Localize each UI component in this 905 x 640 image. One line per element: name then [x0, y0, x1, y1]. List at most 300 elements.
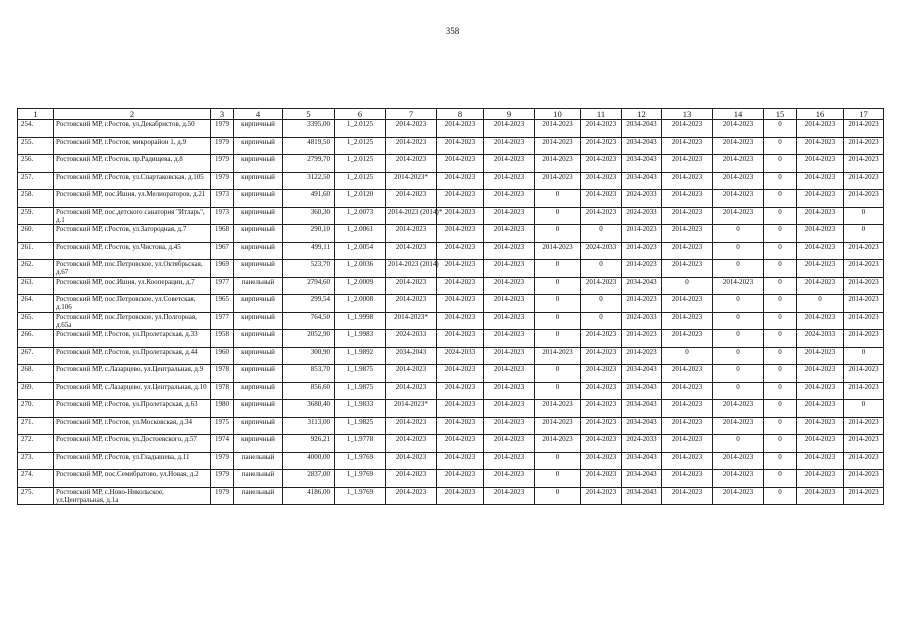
priority-index-cell: 1_1.9769 — [335, 487, 386, 505]
priority-index-cell: 1_2.0073 — [335, 207, 386, 225]
table-row — [18, 382, 884, 400]
period-col-10-cell: 0 — [535, 312, 581, 330]
period-col-16-cell: 2014-2023 — [797, 155, 844, 173]
page-number: 358 — [445, 26, 460, 36]
period-col-13-cell: 2014-2023 — [662, 330, 713, 348]
period-col-8-cell: 2014-2023 — [437, 295, 484, 313]
period-col-17-cell: 2014-2023 — [844, 155, 884, 173]
row-index-cell: 258. — [18, 190, 54, 208]
area-cell: 764,50 — [283, 312, 335, 330]
period-col-17-cell: 0 — [844, 207, 884, 225]
period-col-14-cell: 0 — [713, 225, 764, 243]
housing-table-container — [17, 108, 883, 505]
period-col-15-cell: 0 — [764, 172, 797, 190]
row-index-cell: 260. — [18, 225, 54, 243]
period-col-14-cell: 2014-2023 — [713, 190, 764, 208]
period-col-14-cell: 0 — [713, 242, 764, 260]
period-col-9-cell: 2014-2023 — [484, 312, 535, 330]
column-header-7: 7 — [386, 109, 437, 120]
row-index-cell: 268. — [18, 365, 54, 383]
column-header-11: 11 — [581, 109, 622, 120]
area-cell: 299,54 — [283, 295, 335, 313]
year-built-cell: 1973 — [211, 207, 234, 225]
period-col-13-cell: 2014-2023 — [662, 207, 713, 225]
row-index-cell: 274. — [18, 470, 54, 488]
period-col-14-cell: 0 — [713, 435, 764, 453]
area-cell: 856,60 — [283, 382, 335, 400]
table-row — [18, 225, 884, 243]
period-col-15-cell: 0 — [764, 155, 797, 173]
column-header-16: 16 — [797, 109, 844, 120]
period-col-13-cell: 2014-2023 — [662, 435, 713, 453]
period-col-9-cell: 2014-2023 — [484, 487, 535, 505]
period-col-17-cell: 2014-2023 — [844, 452, 884, 470]
priority-index-cell: 1_2.0120 — [335, 190, 386, 208]
wall-material-cell: кирпичный — [234, 365, 283, 383]
priority-index-cell: 1_2.0125 — [335, 120, 386, 138]
area-cell: 2052,90 — [283, 330, 335, 348]
period-col-8-cell: 2014-2023 — [437, 470, 484, 488]
period-col-10-cell: 2014-2023 — [535, 172, 581, 190]
period-col-14-cell: 2014-2023 — [713, 120, 764, 138]
period-col-10-cell: 2014-2023 — [535, 155, 581, 173]
year-built-cell: 1978 — [211, 382, 234, 400]
area-cell: 2794,60 — [283, 277, 335, 295]
period-col-7-cell: 2034-2043 — [386, 347, 437, 365]
period-col-11-cell: 2014-2023 — [581, 435, 622, 453]
period-col-16-cell: 2014-2023 — [797, 347, 844, 365]
period-col-14-cell: 2014-2023 — [713, 452, 764, 470]
period-col-15-cell: 0 — [764, 417, 797, 435]
period-col-7-cell: 2014-2023 — [386, 242, 437, 260]
period-col-13-cell: 2014-2023 — [662, 417, 713, 435]
priority-index-cell: 1_2.0125 — [335, 172, 386, 190]
area-cell: 4000,00 — [283, 452, 335, 470]
period-col-15-cell: 0 — [764, 190, 797, 208]
period-col-14-cell: 2014-2023 — [713, 487, 764, 505]
period-col-13-cell: 2014-2023 — [662, 382, 713, 400]
row-index-cell: 266. — [18, 330, 54, 348]
year-built-cell: 1968 — [211, 225, 234, 243]
area-cell: 491,60 — [283, 190, 335, 208]
period-col-13-cell: 0 — [662, 277, 713, 295]
period-col-13-cell: 2014-2023 — [662, 137, 713, 155]
address-cell: Ростовский МР, г.Ростов, ул.Декабристов, д.50 — [54, 120, 211, 138]
area-cell: 523,70 — [283, 260, 335, 278]
period-col-16-cell: 2014-2023 — [797, 260, 844, 278]
priority-index-cell: 1_2.0125 — [335, 137, 386, 155]
period-col-8-cell: 2014-2023 — [437, 330, 484, 348]
period-col-10-cell: 0 — [535, 277, 581, 295]
period-col-13-cell: 2014-2023 — [662, 295, 713, 313]
period-col-10-cell: 2014-2023 — [535, 400, 581, 418]
year-built-cell: 1979 — [211, 120, 234, 138]
priority-index-cell: 1_2.0008 — [335, 295, 386, 313]
area-cell: 3680,40 — [283, 400, 335, 418]
period-col-12-cell: 2034-2043 — [622, 470, 662, 488]
year-built-cell: 1969 — [211, 260, 234, 278]
address-cell: Ростовский МР, г.Ростов, ул.Пролетарская, д.63 — [54, 400, 211, 418]
wall-material-cell: кирпичный — [234, 260, 283, 278]
row-index-cell: 262. — [18, 260, 54, 278]
period-col-10-cell: 0 — [535, 295, 581, 313]
period-col-10-cell: 2014-2023 — [535, 347, 581, 365]
period-col-7-cell: 2014-2023 (2014) — [386, 260, 437, 278]
priority-index-cell: 1_1.9833 — [335, 400, 386, 418]
address-cell: Ростовский МР, г.Ростов, ул.Гладышева, д.11 — [54, 452, 211, 470]
period-col-13-cell: 0 — [662, 347, 713, 365]
address-cell: Ростовский МР, г.Ростов, ул.Спартаковская, д.105 — [54, 172, 211, 190]
wall-material-cell: панельный — [234, 470, 283, 488]
period-col-15-cell: 0 — [764, 330, 797, 348]
period-col-11-cell: 2024-2033 — [581, 242, 622, 260]
period-col-11-cell: 0 — [581, 312, 622, 330]
period-col-14-cell: 2014-2023 — [713, 470, 764, 488]
period-col-10-cell: 2014-2023 — [535, 435, 581, 453]
period-col-9-cell: 2014-2023 — [484, 277, 535, 295]
period-col-9-cell: 2014-2023 — [484, 242, 535, 260]
period-col-7-cell: 2014-2023 — [386, 137, 437, 155]
row-index-cell: 256. — [18, 155, 54, 173]
period-col-9-cell: 2014-2023 — [484, 260, 535, 278]
period-col-17-cell: 2014-2023 — [844, 172, 884, 190]
period-col-10-cell: 0 — [535, 470, 581, 488]
period-col-15-cell: 0 — [764, 242, 797, 260]
address-cell: Ростовский МР, г.Ростов, ул.Московская, д.34 — [54, 417, 211, 435]
period-col-10-cell: 0 — [535, 330, 581, 348]
area-cell: 853,70 — [283, 365, 335, 383]
period-col-13-cell: 2014-2023 — [662, 365, 713, 383]
period-col-7-cell: 2014-2023* — [386, 400, 437, 418]
row-index-cell: 263. — [18, 277, 54, 295]
period-col-7-cell: 2014-2023 — [386, 225, 437, 243]
period-col-9-cell: 2014-2023 — [484, 330, 535, 348]
period-col-17-cell: 2014-2023 — [844, 242, 884, 260]
period-col-12-cell: 2014-2023 — [622, 347, 662, 365]
wall-material-cell: кирпичный — [234, 242, 283, 260]
period-col-12-cell: 2034-2043 — [622, 417, 662, 435]
period-col-17-cell: 2014-2023 — [844, 365, 884, 383]
period-col-8-cell: 2014-2023 — [437, 365, 484, 383]
period-col-16-cell: 2024-2033 — [797, 330, 844, 348]
period-col-9-cell: 2014-2023 — [484, 400, 535, 418]
period-col-17-cell: 2014-2023 — [844, 260, 884, 278]
period-col-15-cell: 0 — [764, 260, 797, 278]
row-index-cell: 254. — [18, 120, 54, 138]
period-col-9-cell: 2014-2023 — [484, 120, 535, 138]
year-built-cell: 1974 — [211, 435, 234, 453]
period-col-17-cell: 0 — [844, 400, 884, 418]
period-col-11-cell: 2014-2023 — [581, 155, 622, 173]
address-cell: Ростовский МР, пос.Ишня, ул.Мелиораторов, д.21 — [54, 190, 211, 208]
column-header-10: 10 — [535, 109, 581, 120]
wall-material-cell: кирпичный — [234, 225, 283, 243]
table-body — [18, 120, 884, 505]
column-header-6: 6 — [335, 109, 386, 120]
wall-material-cell: кирпичный — [234, 330, 283, 348]
column-header-5: 5 — [283, 109, 335, 120]
period-col-10-cell: 2014-2023 — [535, 137, 581, 155]
period-col-9-cell: 2014-2023 — [484, 207, 535, 225]
area-cell: 4186,00 — [283, 487, 335, 505]
row-index-cell: 270. — [18, 400, 54, 418]
period-col-7-cell: 2014-2023 — [386, 155, 437, 173]
period-col-8-cell: 2014-2023 — [437, 260, 484, 278]
area-cell: 2837,00 — [283, 470, 335, 488]
year-built-cell: 1979 — [211, 155, 234, 173]
priority-index-cell: 1_1.9778 — [335, 435, 386, 453]
period-col-11-cell: 2014-2023 — [581, 207, 622, 225]
period-col-8-cell: 2014-2023 — [437, 225, 484, 243]
period-col-15-cell: 0 — [764, 365, 797, 383]
period-col-12-cell: 2034-2043 — [622, 365, 662, 383]
area-cell: 2799,70 — [283, 155, 335, 173]
period-col-16-cell: 2014-2023 — [797, 207, 844, 225]
address-cell: Ростовский МР, с.Ново-Никольское, ул.Центральная, д.1а — [54, 487, 211, 505]
period-col-13-cell: 2014-2023 — [662, 470, 713, 488]
priority-index-cell: 1_1.9825 — [335, 417, 386, 435]
period-col-7-cell: 2024-2033 — [386, 330, 437, 348]
area-cell: 360,30 — [283, 207, 335, 225]
period-col-8-cell: 2014-2023 — [437, 435, 484, 453]
period-col-12-cell: 2014-2023 — [622, 295, 662, 313]
period-col-8-cell: 2014-2023 — [437, 207, 484, 225]
wall-material-cell: кирпичный — [234, 137, 283, 155]
period-col-14-cell: 0 — [713, 312, 764, 330]
housing-table — [17, 108, 884, 505]
address-cell: Ростовский МР, г.Ростов, микрорайон 1, д.9 — [54, 137, 211, 155]
address-cell: Ростовский МР, пос.Петровское, ул.Полгорная, д.65а — [54, 312, 211, 330]
table-row — [18, 137, 884, 155]
period-col-9-cell: 2014-2023 — [484, 225, 535, 243]
period-col-15-cell: 0 — [764, 207, 797, 225]
table-row — [18, 400, 884, 418]
period-col-14-cell: 0 — [713, 365, 764, 383]
period-col-12-cell: 2024-2033 — [622, 207, 662, 225]
period-col-14-cell: 2014-2023 — [713, 155, 764, 173]
period-col-8-cell: 2024-2033 — [437, 347, 484, 365]
address-cell: Ростовский МР, пос.Ишня, ул.Кооперации, д.7 — [54, 277, 211, 295]
period-col-10-cell: 2014-2023 — [535, 242, 581, 260]
period-col-9-cell: 2014-2023 — [484, 417, 535, 435]
period-col-16-cell: 2014-2023 — [797, 172, 844, 190]
period-col-11-cell: 2014-2023 — [581, 417, 622, 435]
period-col-7-cell: 2014-2023 — [386, 295, 437, 313]
period-col-12-cell: 2014-2023 — [622, 242, 662, 260]
period-col-14-cell: 0 — [713, 260, 764, 278]
period-col-15-cell: 0 — [764, 382, 797, 400]
period-col-16-cell: 2014-2023 — [797, 120, 844, 138]
column-header-1: 1 — [18, 109, 54, 120]
period-col-11-cell: 2014-2023 — [581, 452, 622, 470]
address-cell: Ростовский МР, г.Ростов, ул.Чистова, д.45 — [54, 242, 211, 260]
period-col-16-cell: 2014-2023 — [797, 435, 844, 453]
area-cell: 926,21 — [283, 435, 335, 453]
period-col-10-cell: 2014-2023 — [535, 120, 581, 138]
period-col-14-cell: 2014-2023 — [713, 400, 764, 418]
period-col-7-cell: 2014-2023 — [386, 452, 437, 470]
period-col-15-cell: 0 — [764, 225, 797, 243]
period-col-15-cell: 0 — [764, 277, 797, 295]
wall-material-cell: кирпичный — [234, 190, 283, 208]
period-col-17-cell: 2014-2023 — [844, 487, 884, 505]
wall-material-cell: панельный — [234, 277, 283, 295]
year-built-cell: 1960 — [211, 347, 234, 365]
period-col-7-cell: 2014-2023 (2014)* — [386, 207, 437, 225]
period-col-17-cell: 2014-2023 — [844, 277, 884, 295]
table-row — [18, 452, 884, 470]
table-row — [18, 312, 884, 330]
wall-material-cell: кирпичный — [234, 120, 283, 138]
period-col-12-cell: 2034-2043 — [622, 137, 662, 155]
period-col-8-cell: 2014-2023 — [437, 487, 484, 505]
priority-index-cell: 1_1.9875 — [335, 365, 386, 383]
column-header-3: 3 — [211, 109, 234, 120]
year-built-cell: 1979 — [211, 487, 234, 505]
priority-index-cell: 1_1.9875 — [335, 382, 386, 400]
address-cell: Ростовский МР, пос.Петровское, ул.Октябрьская, д.67 — [54, 260, 211, 278]
period-col-15-cell: 0 — [764, 347, 797, 365]
area-cell: 4819,50 — [283, 137, 335, 155]
row-index-cell: 272. — [18, 435, 54, 453]
row-index-cell: 265. — [18, 312, 54, 330]
priority-index-cell: 1_2.0125 — [335, 155, 386, 173]
period-col-7-cell: 2014-2023* — [386, 172, 437, 190]
address-cell: Ростовский МР, г.Ростов, ул.Загородная, д.7 — [54, 225, 211, 243]
period-col-13-cell: 2014-2023 — [662, 190, 713, 208]
wall-material-cell: кирпичный — [234, 312, 283, 330]
period-col-8-cell: 2014-2023 — [437, 277, 484, 295]
priority-index-cell: 1_1.9769 — [335, 470, 386, 488]
period-col-13-cell: 2014-2023 — [662, 260, 713, 278]
table-row — [18, 295, 884, 313]
year-built-cell: 1979 — [211, 172, 234, 190]
period-col-16-cell: 2014-2023 — [797, 312, 844, 330]
period-col-8-cell: 2014-2023 — [437, 172, 484, 190]
year-built-cell: 1979 — [211, 452, 234, 470]
wall-material-cell: кирпичный — [234, 155, 283, 173]
period-col-8-cell: 2014-2023 — [437, 190, 484, 208]
row-index-cell: 259. — [18, 207, 54, 225]
period-col-8-cell: 2014-2023 — [437, 400, 484, 418]
period-col-11-cell: 2014-2023 — [581, 172, 622, 190]
period-col-11-cell: 2014-2023 — [581, 400, 622, 418]
period-col-8-cell: 2014-2023 — [437, 242, 484, 260]
period-col-17-cell: 0 — [844, 347, 884, 365]
period-col-11-cell: 2014-2023 — [581, 347, 622, 365]
header-row — [18, 109, 884, 120]
address-cell: Ростовский МР, г.Ростов, ул.Пролетарская, д.44 — [54, 347, 211, 365]
period-col-9-cell: 2014-2023 — [484, 452, 535, 470]
period-col-17-cell: 2014-2023 — [844, 190, 884, 208]
period-col-17-cell: 2014-2023 — [844, 435, 884, 453]
wall-material-cell: кирпичный — [234, 295, 283, 313]
table-row — [18, 120, 884, 138]
period-col-9-cell: 2014-2023 — [484, 172, 535, 190]
period-col-7-cell: 2014-2023 — [386, 487, 437, 505]
period-col-17-cell: 2014-2023 — [844, 470, 884, 488]
table-row — [18, 260, 884, 278]
period-col-7-cell: 2014-2023 — [386, 277, 437, 295]
period-col-16-cell: 2014-2023 — [797, 365, 844, 383]
column-header-8: 8 — [437, 109, 484, 120]
wall-material-cell: панельный — [234, 452, 283, 470]
period-col-15-cell: 0 — [764, 452, 797, 470]
table-header — [18, 109, 884, 120]
period-col-16-cell: 2014-2023 — [797, 417, 844, 435]
table-row — [18, 487, 884, 505]
period-col-16-cell: 2014-2023 — [797, 452, 844, 470]
priority-index-cell: 1_1.9983 — [335, 330, 386, 348]
period-col-11-cell: 0 — [581, 260, 622, 278]
period-col-12-cell: 2034-2043 — [622, 155, 662, 173]
area-cell: 3113,00 — [283, 417, 335, 435]
row-index-cell: 255. — [18, 137, 54, 155]
table-row — [18, 347, 884, 365]
period-col-14-cell: 2014-2023 — [713, 417, 764, 435]
period-col-17-cell: 2014-2023 — [844, 137, 884, 155]
period-col-7-cell: 2014-2023 — [386, 470, 437, 488]
column-header-9: 9 — [484, 109, 535, 120]
period-col-13-cell: 2014-2023 — [662, 120, 713, 138]
period-col-17-cell: 2014-2023 — [844, 312, 884, 330]
period-col-10-cell: 0 — [535, 207, 581, 225]
address-cell: Ростовский МР, г.Ростов, пр.Радищева, д.8 — [54, 155, 211, 173]
table-row — [18, 417, 884, 435]
period-col-9-cell: 2014-2023 — [484, 382, 535, 400]
period-col-8-cell: 2014-2023 — [437, 312, 484, 330]
period-col-15-cell: 0 — [764, 470, 797, 488]
priority-index-cell: 1_2.0009 — [335, 277, 386, 295]
column-header-17: 17 — [844, 109, 884, 120]
area-cell: 3122,50 — [283, 172, 335, 190]
period-col-16-cell: 0 — [797, 295, 844, 313]
year-built-cell: 1975 — [211, 417, 234, 435]
area-cell: 290,10 — [283, 225, 335, 243]
period-col-16-cell: 2014-2023 — [797, 137, 844, 155]
period-col-11-cell: 2014-2023 — [581, 365, 622, 383]
row-index-cell: 271. — [18, 417, 54, 435]
period-col-14-cell: 0 — [713, 382, 764, 400]
wall-material-cell: кирпичный — [234, 382, 283, 400]
column-header-13: 13 — [662, 109, 713, 120]
period-col-17-cell: 0 — [844, 225, 884, 243]
period-col-9-cell: 2014-2023 — [484, 347, 535, 365]
period-col-12-cell: 2034-2043 — [622, 277, 662, 295]
period-col-16-cell: 2014-2023 — [797, 487, 844, 505]
period-col-12-cell: 2024-2033 — [622, 435, 662, 453]
column-header-4: 4 — [234, 109, 283, 120]
period-col-13-cell: 2014-2023 — [662, 312, 713, 330]
period-col-11-cell: 2014-2023 — [581, 470, 622, 488]
row-index-cell: 261. — [18, 242, 54, 260]
period-col-15-cell: 0 — [764, 312, 797, 330]
year-built-cell: 1965 — [211, 295, 234, 313]
period-col-14-cell: 0 — [713, 347, 764, 365]
period-col-12-cell: 2014-2023 — [622, 260, 662, 278]
period-col-7-cell: 2014-2023 — [386, 365, 437, 383]
period-col-15-cell: 0 — [764, 435, 797, 453]
period-col-12-cell: 2034-2043 — [622, 120, 662, 138]
period-col-17-cell: 2014-2023 — [844, 330, 884, 348]
period-col-10-cell: 0 — [535, 260, 581, 278]
period-col-9-cell: 2014-2023 — [484, 155, 535, 173]
wall-material-cell: кирпичный — [234, 207, 283, 225]
table-row — [18, 172, 884, 190]
period-col-11-cell: 2014-2023 — [581, 190, 622, 208]
period-col-13-cell: 2014-2023 — [662, 225, 713, 243]
period-col-7-cell: 2014-2023 — [386, 190, 437, 208]
